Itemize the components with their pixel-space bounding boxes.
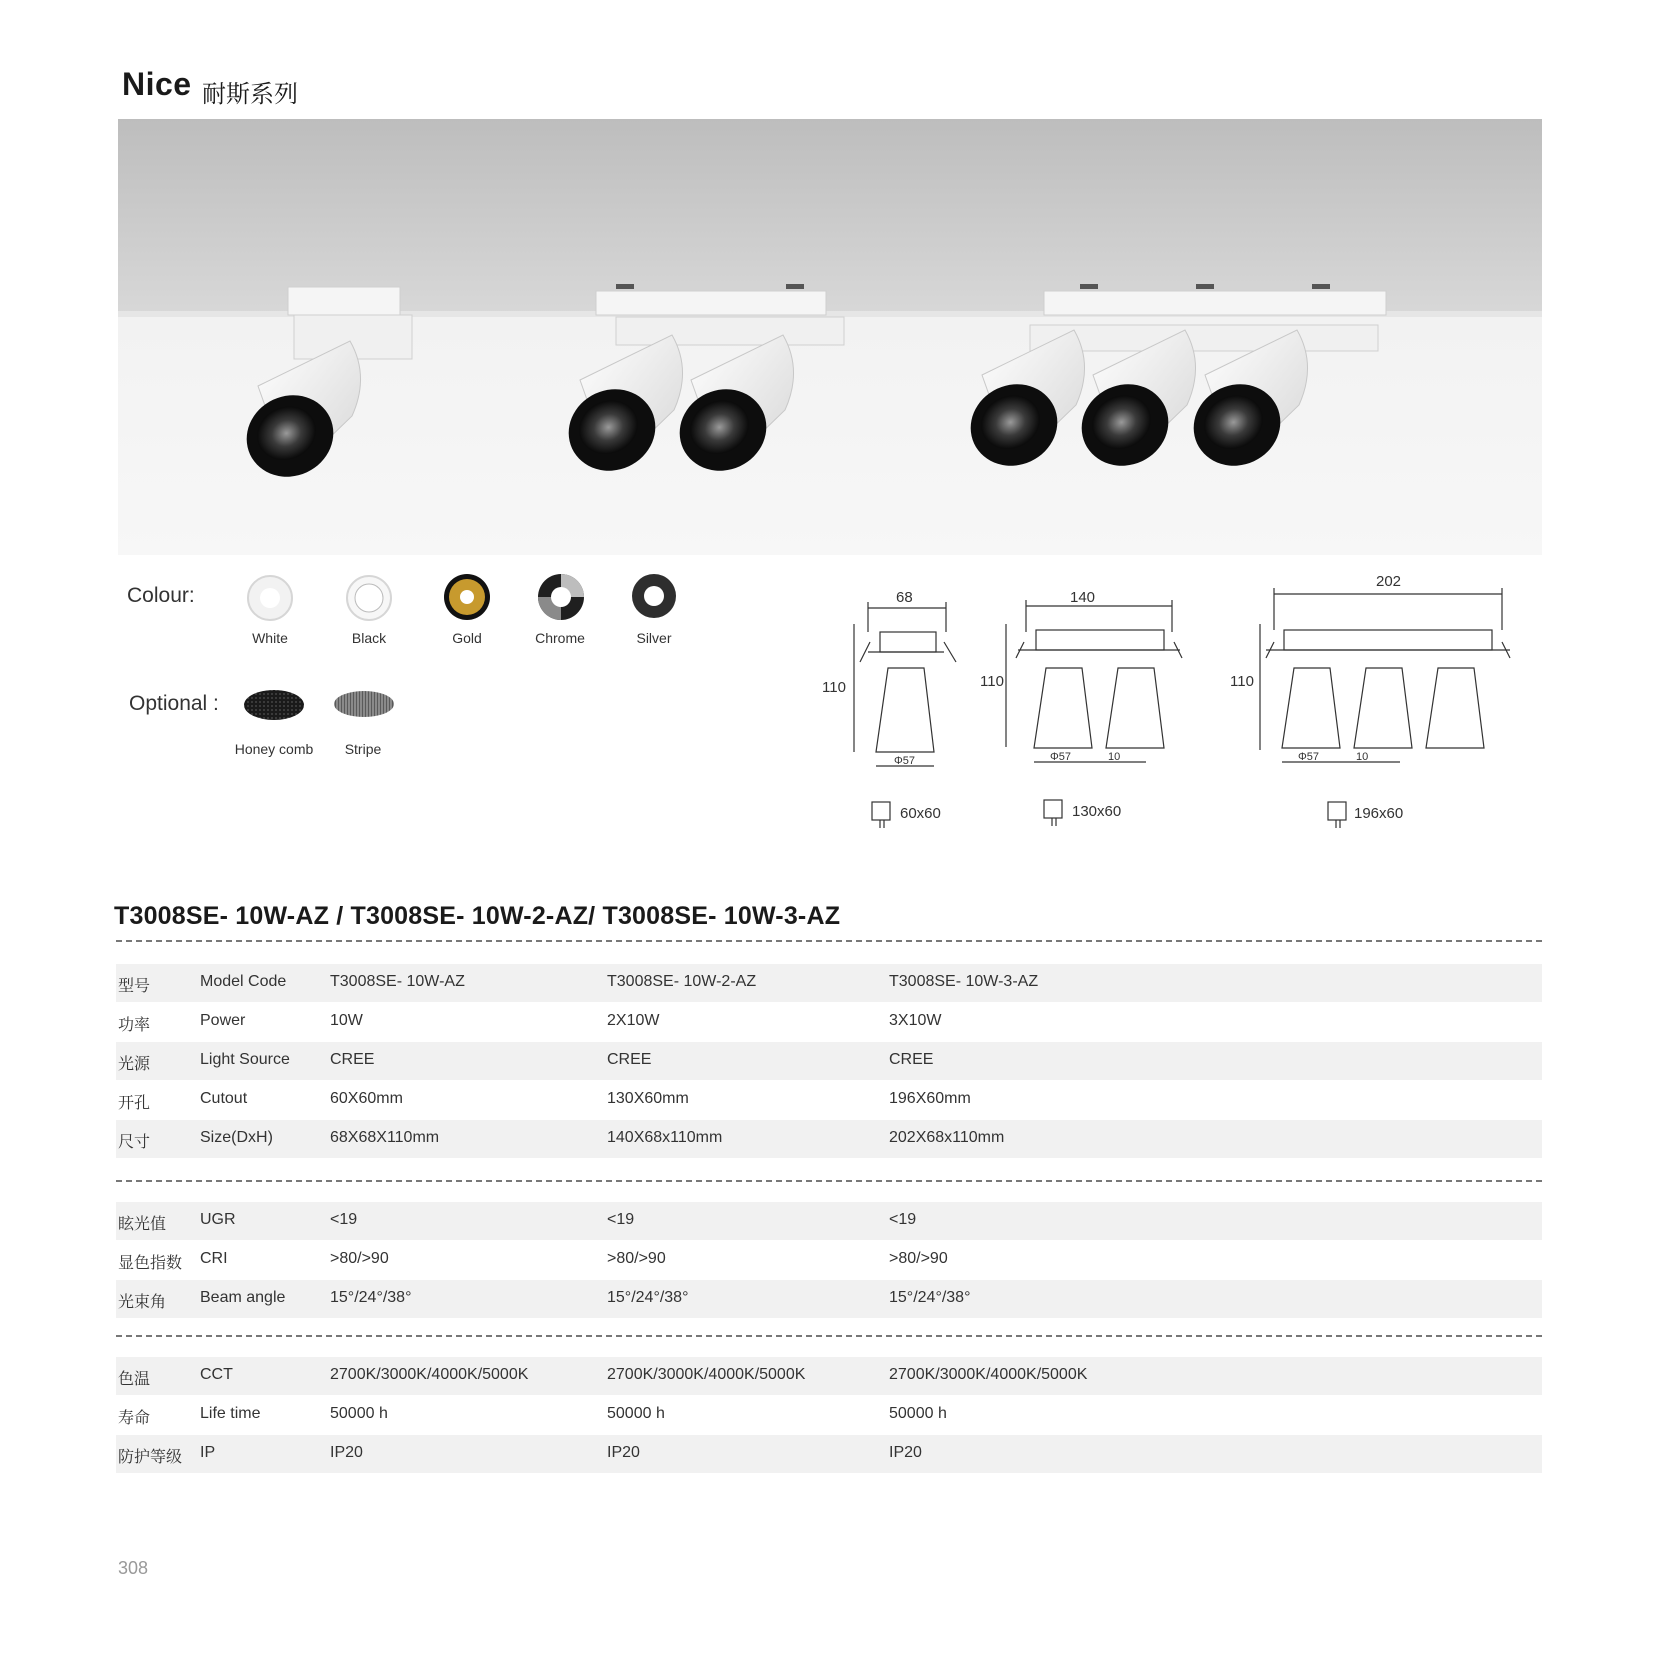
white-finish-icon (246, 574, 294, 622)
optional-stripe (332, 688, 396, 720)
diagram-2-height: 110 (980, 673, 1004, 690)
colour-label: Colour: (127, 584, 195, 607)
product-hero-image (118, 119, 1542, 555)
diagram-1-width: 68 (896, 589, 913, 606)
spec-label-cn: 显色指数 (118, 1255, 183, 1272)
diagram-single (854, 602, 956, 828)
diagram-double (1006, 600, 1182, 826)
gold-finish-icon (442, 572, 492, 622)
diagram-3-height: 110 (1230, 673, 1254, 690)
spec-value-3: CREE (889, 1051, 934, 1068)
spec-label-en: CCT (200, 1366, 233, 1383)
optional-honeycomb (242, 688, 306, 722)
spec-value-2: 140X68x110mm (607, 1129, 723, 1146)
spec-value-2: 130X60mm (607, 1090, 689, 1107)
swatch-chrome (536, 572, 586, 622)
spec-value-2: <19 (607, 1211, 635, 1228)
diagram-2-diameter: Φ57 (1050, 751, 1072, 763)
spec-value-2: 2700K/3000K/4000K/5000K (607, 1366, 806, 1383)
spec-value-3: 196X60mm (889, 1090, 971, 1107)
swatch-caption-black: Black (351, 630, 387, 646)
spec-label-cn: 光源 (118, 1056, 151, 1073)
spec-label-en: Light Source (200, 1051, 290, 1068)
spec-label-cn: 功率 (118, 1017, 151, 1034)
spec-value-1: CREE (330, 1051, 375, 1068)
spec-label-cn: 色温 (118, 1371, 151, 1388)
diagram-1-height: 110 (822, 679, 846, 696)
honeycomb-icon (242, 688, 306, 722)
spec-row (116, 1120, 1542, 1158)
spec-value-3: 2700K/3000K/4000K/5000K (889, 1366, 1088, 1383)
spec-value-3: <19 (889, 1211, 917, 1228)
series-subtitle: 耐斯系列 (202, 81, 298, 108)
silver-finish-icon (630, 572, 678, 620)
spec-value-2: 50000 h (607, 1405, 665, 1422)
page-number: 308 (118, 1558, 149, 1578)
spec-row (116, 1042, 1542, 1080)
diagram-3-diameter: Φ57 (1298, 751, 1320, 763)
spec-label-en: Size(DxH) (200, 1129, 273, 1146)
diagram-2-cutout: 130x60 (1072, 803, 1122, 820)
spec-value-1: 2700K/3000K/4000K/5000K (330, 1366, 529, 1383)
dimension-diagrams (810, 572, 1550, 842)
spec-label-cn: 防护等级 (118, 1449, 183, 1466)
spec-value-3: >80/>90 (889, 1250, 948, 1267)
swatch-caption-chrome: Chrome (535, 630, 585, 646)
spec-value-1: 60X60mm (330, 1090, 403, 1107)
black-finish-icon (345, 574, 393, 622)
spec-label-en: Beam angle (200, 1289, 286, 1306)
series-title: Nice (122, 66, 192, 102)
optional-caption-honeycomb: Honey comb (234, 741, 314, 757)
swatch-gold (442, 572, 492, 622)
optional-label: Optional : (129, 692, 219, 715)
diagram-3-cutout: 196x60 (1354, 805, 1404, 822)
spec-value-1: 15°/24°/38° (330, 1289, 412, 1306)
spec-value-3: IP20 (889, 1444, 922, 1461)
divider (116, 1335, 1542, 1337)
spec-row (116, 1003, 1542, 1041)
spec-row (116, 1241, 1542, 1279)
spec-row (116, 1280, 1542, 1318)
spec-label-cn: 寿命 (118, 1410, 151, 1427)
spec-label-en: Life time (200, 1405, 261, 1422)
optional-caption-stripe: Stripe (344, 741, 382, 757)
diagram-2-width: 140 (1070, 589, 1096, 606)
spec-label-cn: 光束角 (118, 1294, 167, 1311)
models-heading: T3008SE- 10W-AZ / T3008SE- 10W-2-AZ/ T3008SE- 10W-3-AZ (114, 902, 841, 930)
spec-label-en: CRI (200, 1250, 228, 1267)
spec-row (116, 1435, 1542, 1473)
diagram-1-cutout: 60x60 (900, 805, 941, 822)
swatch-caption-white: White (252, 630, 288, 646)
spec-value-2: CREE (607, 1051, 652, 1068)
swatch-white (246, 574, 294, 622)
stripe-icon (332, 688, 396, 720)
spec-label-en: Power (200, 1012, 246, 1029)
spec-value-3: 15°/24°/38° (889, 1289, 971, 1306)
spec-value-3: 202X68x110mm (889, 1129, 1005, 1146)
diagram-3-spacing: 10 (1356, 751, 1369, 763)
spec-value-1: 10W (330, 1012, 363, 1029)
spec-value-2: 2X10W (607, 1012, 660, 1029)
spec-value-2: IP20 (607, 1444, 640, 1461)
spec-label-cn: 型号 (118, 978, 151, 995)
spec-value-1: <19 (330, 1211, 358, 1228)
spec-label-en: IP (200, 1444, 216, 1461)
divider (116, 1180, 1542, 1182)
spec-value-1: >80/>90 (330, 1250, 389, 1267)
swatch-silver (630, 572, 678, 620)
diagram-1-diameter: Φ57 (894, 755, 916, 767)
spec-value-3: 50000 h (889, 1405, 947, 1422)
spec-label-en: Cutout (200, 1090, 248, 1107)
diagram-triple (1260, 588, 1510, 828)
diagram-2-spacing: 10 (1108, 751, 1121, 763)
spec-label-en: Model Code (200, 973, 287, 990)
spec-value-3: T3008SE- 10W-3-AZ (889, 973, 1039, 990)
divider (116, 940, 1542, 942)
spec-label-en: UGR (200, 1211, 236, 1228)
spec-value-1: IP20 (330, 1444, 363, 1461)
spec-value-1: T3008SE- 10W-AZ (330, 973, 465, 990)
spec-value-1: 50000 h (330, 1405, 388, 1422)
diagram-3-width: 202 (1376, 573, 1402, 590)
chrome-finish-icon (536, 572, 586, 622)
spec-row (116, 1202, 1542, 1240)
swatch-caption-gold: Gold (452, 630, 482, 646)
swatch-caption-silver: Silver (636, 630, 672, 646)
spec-row (116, 1081, 1542, 1119)
spec-row (116, 1357, 1542, 1395)
spec-label-cn: 开孔 (118, 1095, 151, 1112)
spec-row (116, 1396, 1542, 1434)
spec-value-2: >80/>90 (607, 1250, 666, 1267)
spec-value-3: 3X10W (889, 1012, 942, 1029)
swatch-black (345, 574, 393, 622)
spec-label-cn: 尺寸 (118, 1134, 151, 1151)
spec-value-2: 15°/24°/38° (607, 1289, 689, 1306)
spec-row (116, 964, 1542, 1002)
spec-label-cn: 眩光值 (118, 1216, 167, 1233)
spec-value-1: 68X68X110mm (330, 1129, 440, 1146)
spec-value-2: T3008SE- 10W-2-AZ (607, 973, 757, 990)
